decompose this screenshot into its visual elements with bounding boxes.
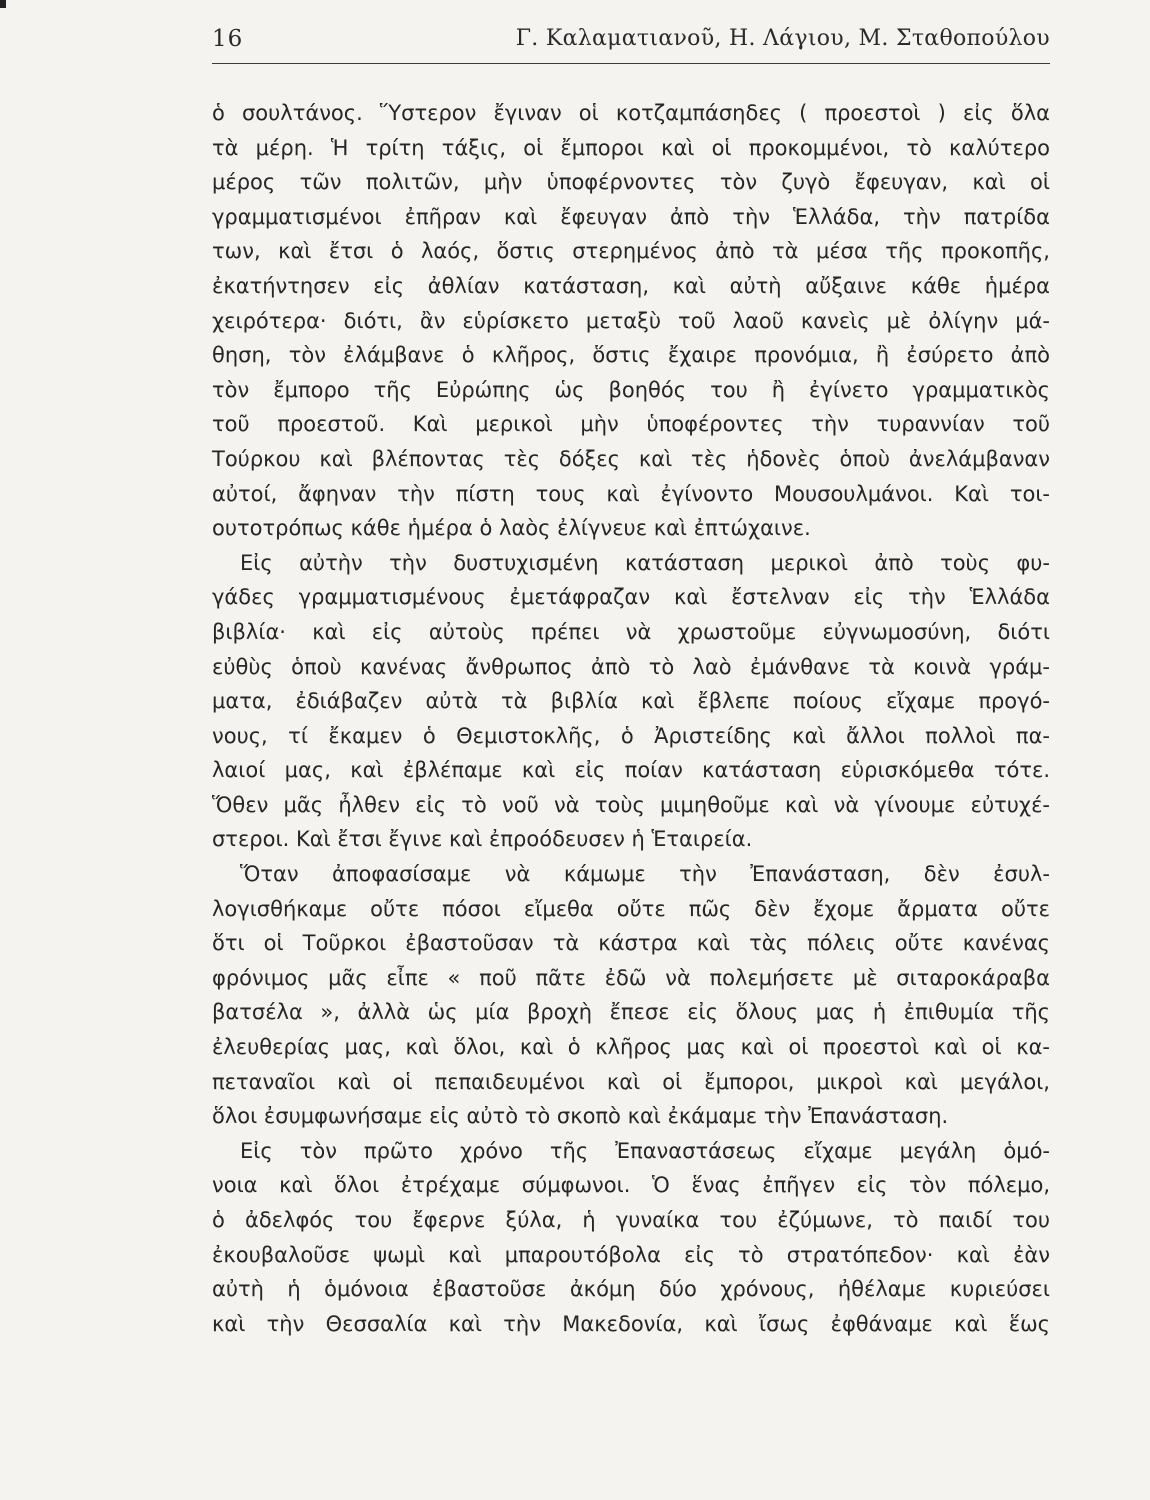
text-line: των, καὶ ἔτσι ὁ λαός, ὅστις στερημένος ἀπὸ τὰ μέσα τῆς προκοπῆς, <box>212 239 1050 264</box>
text-line: ὅτι οἱ Τοῦρκοι ἐβαστοῦσαν τὰ κάστρα καὶ τὰς πόλεις οὔτε κανένας <box>212 931 1050 956</box>
text-line: Εἰς αὐτὴν τὴν δυστυχισμένη κατάσταση μερικοὶ ἀπὸ τοὺς φυ- <box>240 550 1050 575</box>
paragraph <box>212 857 1050 1134</box>
text-line: Τούρκου καὶ βλέποντας τὲς δόξες καὶ τὲς ἡδονὲς ὁποὺ ἀνελάμβαναν <box>212 446 1050 471</box>
text-line: χειρότερα· διότι, ἂν εὑρίσκετο μεταξὺ τοῦ λαοῦ κανεὶς μὲ ὀλίγην μά- <box>212 308 1050 333</box>
text-line: λογισθήκαμε οὔτε πόσοι εἴμεθα οὔτε πῶς δὲν ἔχομε ἄρματα οὔτε <box>212 896 1050 921</box>
page-number: 16 <box>212 26 244 52</box>
text-line: βατσέλα », ἀλλὰ ὡς μία βροχὴ ἔπεσε εἰς ὅλους μας ἡ ἐπιθυμία τῆς <box>212 1000 1050 1025</box>
text-line: γραμματισμένοι ἐπῆραν καὶ ἔφευγαν ἀπὸ τὴν Ἑλλάδα, τὴν πατρίδα <box>212 204 1050 229</box>
text-line: βιβλία· καὶ εἰς αὐτοὺς πρέπει νὰ χρωστοῦμε εὐγνωμοσύνη, διότι <box>212 619 1050 644</box>
text-line: τὰ μέρη. Ἡ τρίτη τάξις, οἱ ἔμποροι καὶ οἱ προκομμένοι, τὸ καλύτερο <box>212 135 1050 160</box>
text-line: αὐτὴ ἡ ὁμόνοια ἐβαστοῦσε ἀκόμη δύο χρόνους, ἠθέλαμε κυριεύσει <box>212 1277 1050 1302</box>
text-line: ματα, ἐδιάβαζεν αὐτὰ τὰ βιβλία καὶ ἔβλεπε ποίους εἴχαμε προγό- <box>212 689 1050 714</box>
running-head-authors: Γ. Καλαματιανοῦ, Η. Λάγιου, Μ. Σταθοπούλου <box>515 26 1050 51</box>
paragraph <box>212 1134 1050 1342</box>
text-line: Εἰς τὸν πρῶτο χρόνο τῆς Ἐπαναστάσεως εἴχαμε μεγάλη ὁμό- <box>240 1138 1050 1163</box>
text-line: ὁ ἀδελφός του ἔφερνε ξύλα, ἡ γυναίκα του ἐζύμωνε, τὸ παιδί του <box>212 1208 1050 1232</box>
text-line: καὶ τὴν Θεσσαλία καὶ τὴν Μακεδονία, καὶ ἴσως ἐφθάναμε καὶ ἕως <box>212 1311 1050 1336</box>
text-line: τὸν ἔμπορο τῆς Εὐρώπης ὡς βοηθός του ἢ ἐγίνετο γραμματικὸς <box>212 377 1050 402</box>
text-line: θηση, τὸν ἐλάμβανε ὁ κλῆρος, ὅστις ἔχαιρε προνόμια, ἢ ἐσύρετο ἀπὸ <box>212 343 1050 368</box>
paragraph <box>212 96 1050 546</box>
text-line: αὐτοί, ἄφηναν τὴν πίστη τους καὶ ἐγίνοντο Μουσουλμάνοι. Καὶ τοι- <box>212 481 1050 506</box>
text-line: γάδες γραμματισμένους ἐμετάφραζαν καὶ ἔστελναν εἰς τὴν Ἑλλάδα <box>212 585 1050 610</box>
body-text <box>212 96 1050 1341</box>
text-line: ὁ σουλτάνος. Ὕστερον ἔγιναν οἱ κοτζαμπάσηδες ( προεστοὶ ) εἰς ὅλα <box>212 101 1050 125</box>
text-line: λαιοί μας, καὶ ἐβλέπαμε καὶ εἰς ποίαν κατάσταση εὑρισκόμεθα τότε. <box>212 758 1050 783</box>
text-line: ουτοτρόπως κάθε ἡμέρα ὁ λαὸς ἐλίγνευε καὶ ἐπτώχαινε. <box>212 516 811 541</box>
text-line: ἐκατήντησεν εἰς ἀθλίαν κατάσταση, καὶ αὐτὴ αὔξαινε κάθε ἡμέρα <box>212 273 1050 298</box>
text-line: πεταναῖοι καὶ οἱ πεπαιδευμένοι καὶ οἱ ἔμποροι, μικροὶ καὶ μεγάλοι, <box>212 1069 1050 1094</box>
text-line: εὐθὺς ὁποὺ κανένας ἄνθρωπος ἀπὸ τὸ λαὸ ἐμάνθανε τὰ κοινὰ γράμ- <box>212 654 1050 679</box>
text-line: ὅλοι ἐσυμφωνήσαμε εἰς αὐτὸ τὸ σκοπὸ καὶ ἐκάμαμε τὴν Ἐπανάσταση. <box>212 1104 949 1129</box>
text-line: μέρος τῶν πολιτῶν, μὴν ὑποφέρνοντες τὸν ζυγὸ ἔφευγαν, καὶ οἱ <box>212 170 1050 195</box>
page-header <box>212 26 1050 60</box>
text-line: νους, τί ἔκαμεν ὁ Θεμιστοκλῆς, ὁ Ἀριστείδης καὶ ἄλλοι πολλοὶ πα- <box>212 723 1050 748</box>
scan-corner-mark <box>0 0 6 8</box>
paragraph <box>212 546 1050 857</box>
text-line: Ὅθεν μᾶς ἦλθεν εἰς τὸ νοῦ νὰ τοὺς μιμηθοῦμε καὶ νὰ γίνουμε εὐτυχέ- <box>212 792 1050 817</box>
text-line: Ὅταν ἀποφασίσαμε νὰ κάμωμε τὴν Ἐπανάσταση, δὲν ἐσυλ- <box>240 862 1050 887</box>
text-line: ἐλευθερίας μας, καὶ ὅλοι, καὶ ὁ κλῆρος μας καὶ οἱ προεστοὶ καὶ οἱ κα- <box>212 1035 1050 1060</box>
text-line: νοια καὶ ὅλοι ἐτρέχαμε σύμφωνοι. Ὁ ἕνας ἐπῆγεν εἰς τὸν πόλεμο, <box>212 1173 1050 1198</box>
header-rule <box>212 63 1050 64</box>
text-line: φρόνιμος μᾶς εἶπε « ποῦ πᾶτε ἐδῶ νὰ πολεμήσετε μὲ σιταροκάραβα <box>212 965 1050 990</box>
text-line: στεροι. Καὶ ἔτσι ἔγινε καὶ ἐπροόδευσεν ἡ Ἑταιρεία. <box>212 827 753 852</box>
text-line: τοῦ προεστοῦ. Καὶ μερικοὶ μὴν ὑποφέροντες τὴν τυραννίαν τοῦ <box>212 412 1050 437</box>
text-line: ἐκουβαλοῦσε ψωμὶ καὶ μπαρουτόβολα εἰς τὸ στρατόπεδον· καὶ ἐὰν <box>212 1242 1050 1267</box>
